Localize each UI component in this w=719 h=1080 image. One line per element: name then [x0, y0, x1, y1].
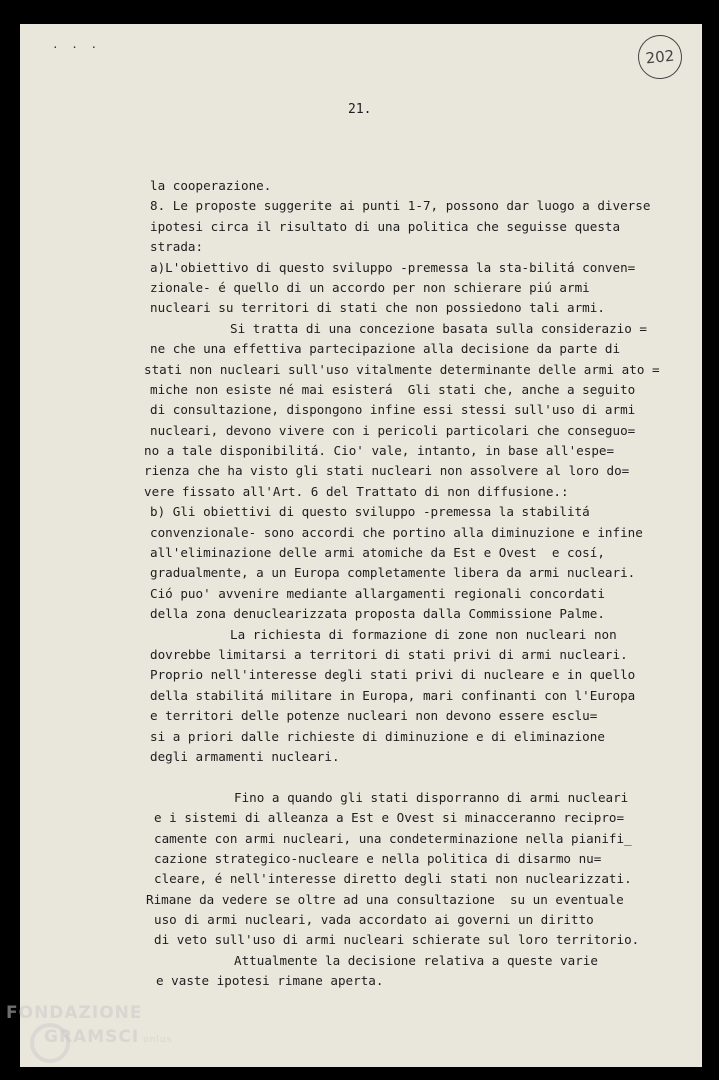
text-line: convenzionale- sono accordi che portino alla diminuzione e infine [150, 524, 643, 540]
text-line: gradualmente, a un Europa completamente libera da armi nucleari. [150, 565, 636, 581]
text-line: ne che una effettiva partecipazione alla decisione da parte di [150, 341, 621, 357]
text-line: uso di armi nucleari, vada accordato ai governi un diritto [154, 912, 594, 928]
text-line: miche non esiste né mai esisterá Gli stati che, anche a seguito [150, 381, 636, 397]
text-line: Si tratta di una concezione basata sulla considerazio = [230, 320, 648, 336]
text-line: 8. Le proposte suggerite ai punti 1-7, possono dar luogo a diverse [150, 198, 651, 214]
text-line: b) Gli obiettivi di questo sviluppo -premessa la stabilitá [150, 504, 590, 520]
archive-stamp [636, 33, 684, 81]
text-line: ipotesi circa il risultato di una politica che seguisse questa [150, 218, 621, 234]
text-line: e territori delle potenze nucleari non devono essere esclu= [150, 708, 598, 724]
text-line: Proprio nell'interesse degli stati privi di nucleare e in quello [150, 667, 636, 683]
text-line: Rimane da vedere se oltre ad una consultazione su un eventuale [146, 891, 624, 907]
text-line [130, 767, 690, 787]
text-line: no a tale disponibilitá. Cio' vale, intanto, in base all'espe= [144, 443, 615, 459]
text-line: cleare, é nell'interesse diretto degli stati non nuclearizzati. [154, 871, 632, 887]
text-line: nucleari, devono vivere con i pericoli particolari che conseguo= [150, 422, 636, 438]
text-line: vere fissato all'Art. 6 del Trattato di non diffusione.: [144, 483, 569, 499]
text-line: Ció puo' avvenire mediante allargamenti regionali concordati [150, 585, 605, 601]
text-line: degli armamenti nucleari. [150, 748, 340, 764]
text-line: La richiesta di formazione di zone non nucleari non [230, 626, 617, 642]
text-line: a)L'obiettivo di questo sviluppo -premessa la sta-bilitá conven= [150, 259, 636, 275]
text-line: strada: [150, 239, 204, 255]
watermark-line1: FONDAZIONE [6, 1003, 143, 1023]
text-line: e i sistemi di alleanza a Est e Ovest si minacceranno recipro= [154, 810, 625, 826]
text-line: stati non nucleari sull'uso vitalmente determinante delle armi ato = [144, 361, 660, 377]
text-line: Fino a quando gli stati disporranno di armi nucleari [234, 789, 629, 805]
text-line: della stabilitá militare in Europa, mari confinanti con l'Europa [150, 687, 636, 703]
fondazione-gramsci-watermark [6, 1003, 186, 1073]
typed-text-body [130, 176, 690, 992]
text-line: rienza che ha visto gli stati nucleari non assolvere al loro do= [144, 463, 630, 479]
page-number: 21. [348, 102, 372, 117]
text-line: camente con armi nucleari, una condeterminazione nella pianifi_ [154, 830, 632, 846]
text-line: della zona denuclearizzata proposta dalla Commissione Palme. [150, 606, 605, 622]
text-line: e vaste ipotesi rimane aperta. [156, 973, 384, 989]
text-line: cazione strategico-nucleare e nella politica di disarmo nu= [154, 850, 602, 866]
text-line: di veto sull'uso di armi nucleari schierate sul loro territorio. [154, 932, 640, 948]
watermark-line2-text: GRAMSCI [44, 1027, 140, 1047]
text-line: all'eliminazione delle armi atomiche da Est e Ovest e cosí, [150, 545, 605, 561]
text-line: Attualmente la decisione relativa a queste varie [234, 952, 598, 968]
text-line: si a priori dalle richieste di diminuzione e di eliminazione [150, 728, 605, 744]
text-line: di consultazione, dispongono infine essi stessi sull'uso di armi [150, 402, 636, 418]
text-line: zionale- é quello di un accordo per non schierare piú armi [150, 279, 590, 295]
text-line: dovrebbe limitarsi a territori di stati privi di armi nucleari. [150, 646, 628, 662]
watermark-logo-icon [30, 1023, 70, 1063]
text-line: nucleari su territori di stati che non possiedono tali armi. [150, 300, 605, 316]
stamp-number: 202 [644, 46, 676, 68]
text-line: la cooperazione. [150, 178, 272, 193]
watermark-small: onlus [143, 1035, 173, 1045]
document-page [20, 24, 702, 1067]
corner-mark: . . . [52, 38, 101, 51]
